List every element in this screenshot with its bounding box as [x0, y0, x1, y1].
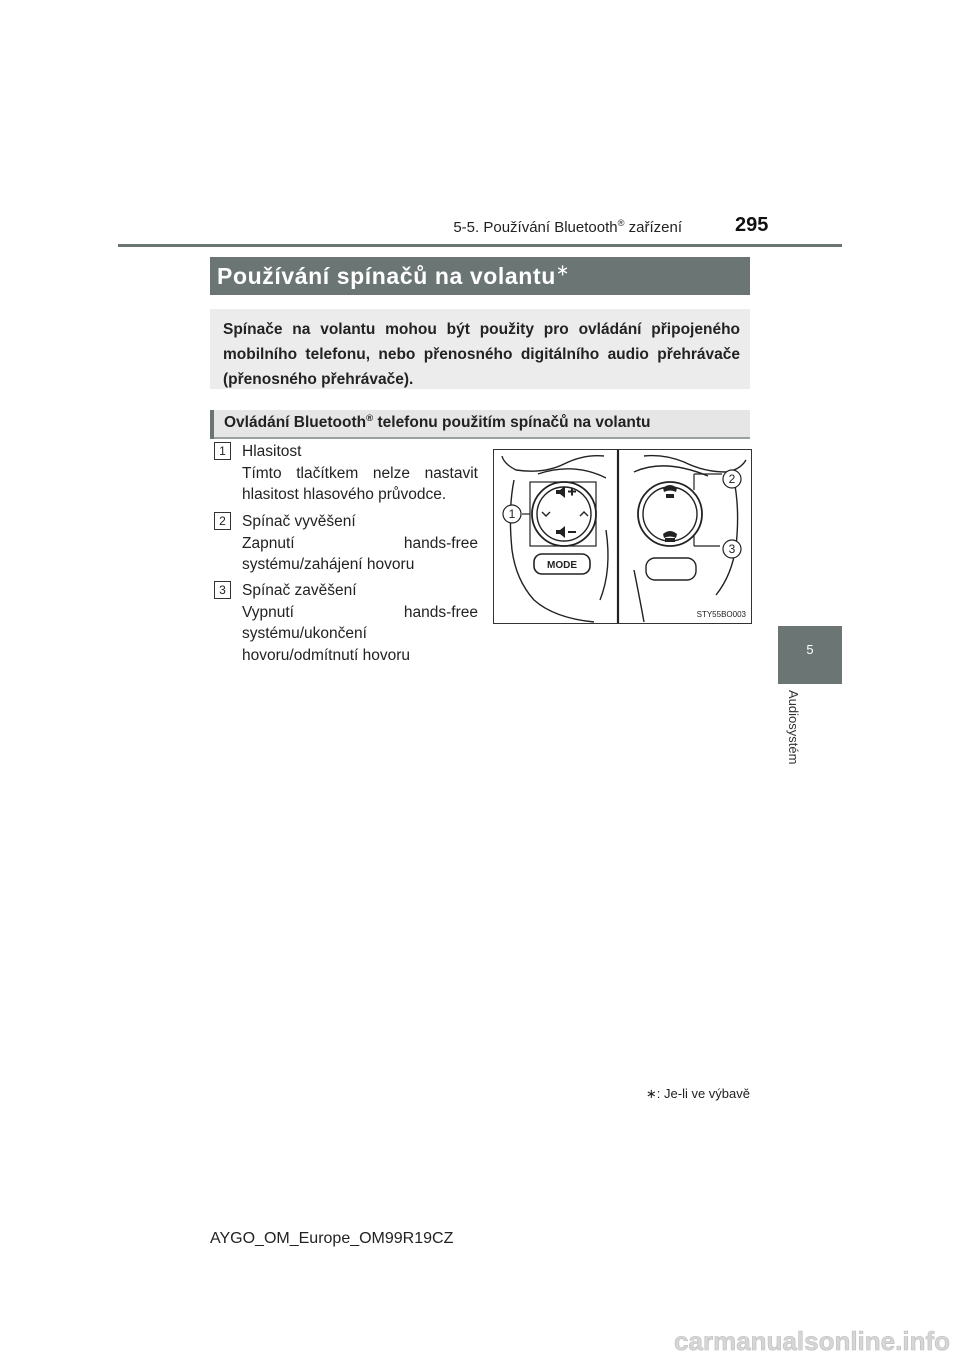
section-header: [400, 219, 682, 236]
section-title-text: Používání spínačů na volantu: [217, 263, 556, 289]
intro-box: [210, 309, 750, 389]
footnote: ∗: Je-li ve výbavě: [645, 1086, 750, 1101]
intro-text: Spínače na volantu mohou být použity pro ovládání připojeného mobilního telefonu, nebo přenosného digitálního audio přehrávače (přenosného přehrávače).: [223, 321, 740, 388]
document-code: AYGO_OM_Europe_OM99R19CZ: [210, 1230, 454, 1247]
callout-3: 3: [728, 542, 736, 556]
item-description: Tímto tlačítkem nelze nastavit hlasitost hlasového průvodce.: [242, 464, 478, 503]
volume-down-icon: [556, 526, 565, 538]
section-title: [217, 263, 570, 290]
item-number: 3: [214, 581, 231, 599]
phone-pickup-icon: [663, 485, 677, 498]
item-number: 1: [214, 442, 231, 460]
phone-hangup-icon: [663, 531, 677, 542]
mode-label: MODE: [547, 560, 577, 571]
subheading-suffix: telefonu použitím spínačů na volantu: [373, 414, 651, 431]
illustration-code: STY55BO003: [696, 610, 746, 619]
subheading-accent: [210, 410, 214, 439]
asterisk-mark: ∗: [555, 261, 570, 280]
subheading-prefix: Ovládání Bluetooth: [224, 414, 367, 431]
header-rule: [118, 244, 842, 247]
steering-wheel-illustration: [493, 449, 752, 624]
item-description: Vypnutí hands-free systému/ukončení hovoru/odmítnutí hovoru: [242, 603, 478, 664]
page-number: 295: [735, 214, 769, 236]
section-header-suffix: zařízení: [624, 219, 682, 236]
registered-mark: ®: [366, 412, 374, 424]
item-title: Hlasitost: [242, 443, 302, 460]
watermark-text: carmanualsonline.info: [674, 1326, 950, 1356]
watermark-logo: [640, 1320, 960, 1358]
chevron-up-icon: [580, 512, 588, 516]
watermark-graphic: [640, 1320, 960, 1358]
chapter-number: 5: [806, 642, 814, 657]
section-header-prefix: 5-5. Používání Bluetooth: [453, 219, 618, 236]
registered-mark: ®: [617, 218, 625, 228]
callout-1: 1: [508, 507, 516, 521]
chapter-label: [785, 690, 805, 790]
subheading: [224, 414, 650, 432]
chevron-down-icon: [542, 512, 550, 516]
steering-wheel-drawing: [494, 450, 751, 623]
item-title: Spínač zavěšení: [242, 582, 357, 599]
item-description: Zapnutí hands-free systému/zahájení hovoru: [242, 534, 478, 573]
callout-2: 2: [728, 472, 736, 486]
item-title: Spínač vyvěšení: [242, 513, 356, 530]
chapter-label-text: Audiosystém: [786, 690, 801, 765]
subheading-bar: [210, 410, 750, 439]
chapter-tab[interactable]: [778, 626, 842, 684]
section-title-bar: [210, 257, 750, 295]
item-number: 2: [214, 512, 231, 530]
